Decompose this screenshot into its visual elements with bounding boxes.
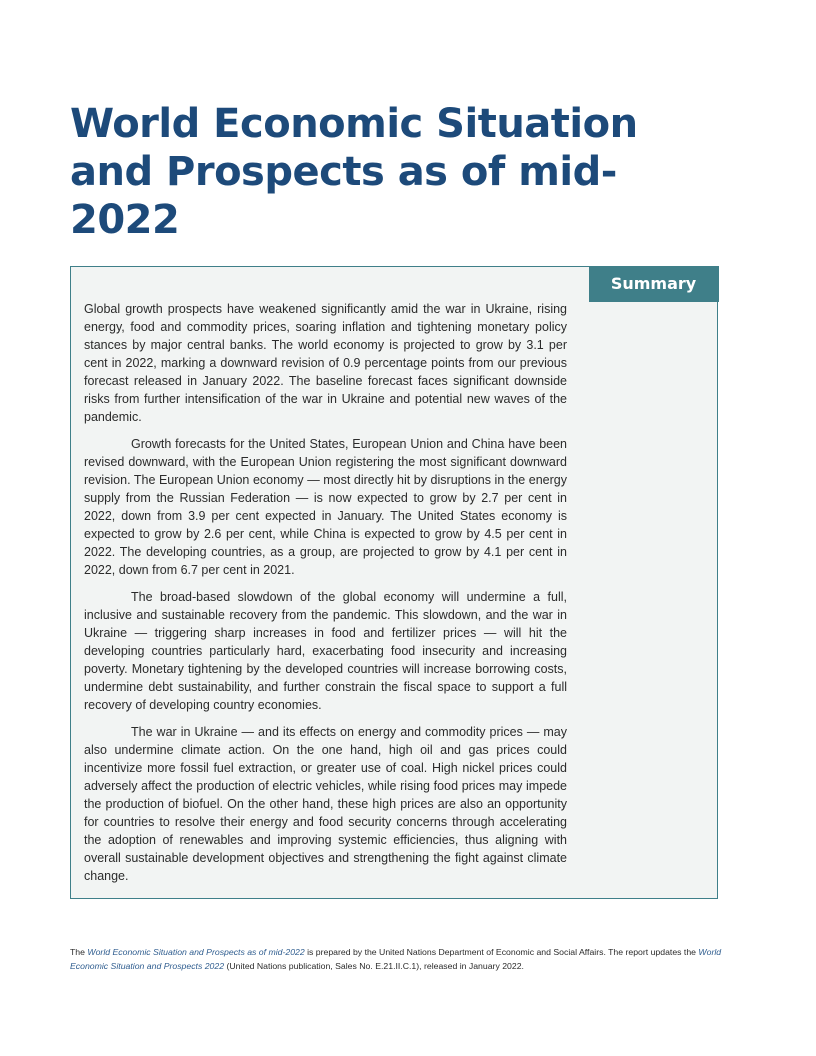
summary-tab: Summary [589, 266, 719, 302]
footnote-text-1: The [70, 947, 88, 957]
footnote-text-3: (United Nations publication, Sales No. E.21.II.C.1), released in January 2022. [224, 961, 524, 971]
summary-paragraph-2: Growth forecasts for the United States, European Union and China have been revised downward, with the European Union registering the most significant downward revision. The European Union economy — most directly hit by disruptions in the energy supply from the Russian Federation — is now expected to grow by 2.7 per cent in 2022, down from 3.9 per cent expected in January. The United States economy is expected to grow by 2.6 per cent, while China is expected to grow by 4.5 per cent in 2022. The developing countries, as a group, are projected to grow by 4.1 per cent in 2022, down from 6.7 per cent in 2021. [84, 437, 567, 577]
summary-body [84, 300, 567, 894]
summary-paragraph-4: The war in Ukraine — and its effects on energy and commodity prices — may also undermine climate action. On the one hand, high oil and gas prices could incentivize more fossil fuel extraction, or greater use of coal. High nickel prices could adversely affect the production of electric vehicles, while rising food prices may impede the production of biofuel. On the other hand, these high prices are also an opportunity for countries to resolve their energy and food security concerns through accelerating the adoption of renewables and improving systemic efficiencies, thus aligning with overall sustainable development objectives and strengthening the fight against climate change. [84, 725, 567, 883]
page-title [70, 100, 710, 244]
title-line-2: and Prospects as of mid-2022 [70, 149, 617, 243]
footnote-previous-report-link[interactable]: World Economic Situation and Prospects 2022 [70, 947, 722, 971]
footnote [70, 945, 730, 973]
summary-paragraph-1: Global growth prospects have weakened significantly amid the war in Ukraine, rising energy, food and commodity prices, soaring inflation and tightening monetary policy stances by major central banks. The world economy is projected to grow by 3.1 per cent in 2022, marking a downward revision of 0.9 percentage points from our previous forecast released in January 2022. The baseline forecast faces significant downside risks from further intensification of the war in Ukraine and potential new waves of the pandemic. [84, 302, 567, 424]
footnote-text-2: is prepared by the United Nations Department of Economic and Social Affairs. The report updates the [304, 947, 699, 957]
title-line-1: World Economic Situation [70, 101, 638, 147]
summary-box [70, 266, 718, 899]
footnote-report-title-link[interactable]: World Economic Situation and Prospects as of mid-2022 [87, 947, 305, 957]
summary-paragraph-3: The broad-based slowdown of the global economy will undermine a full, inclusive and sustainable recovery from the pandemic. This slowdown, and the war in Ukraine — triggering sharp increases in food and fertilizer prices — will hit the developing countries particularly hard, exacerbating food insecurity and increasing poverty. Monetary tightening by the developed countries will increase borrowing costs, undermine debt sustainability, and further constrain the fiscal space to support a full recovery of developing country economies. [84, 590, 567, 712]
